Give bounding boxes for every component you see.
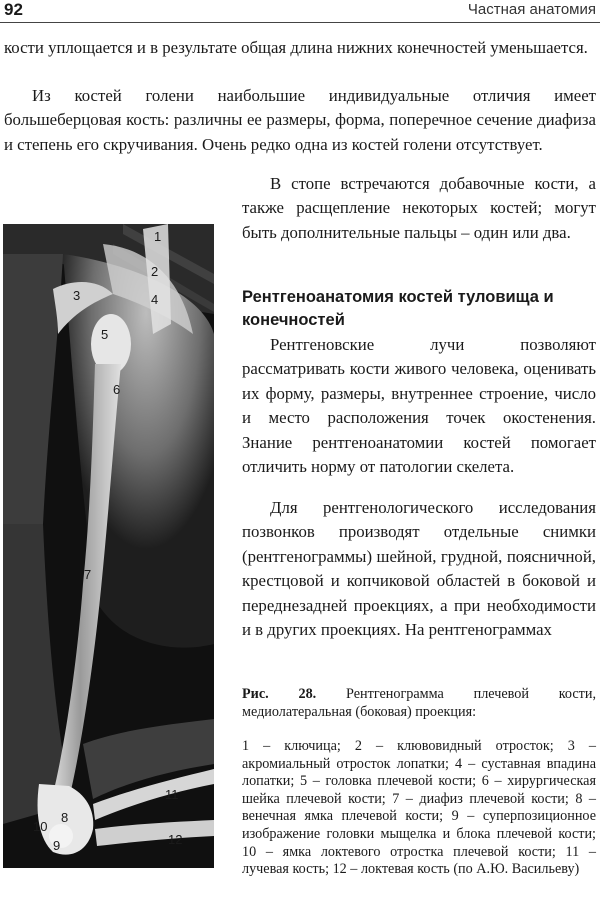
- xray-label-3: 3: [73, 288, 81, 303]
- paragraph-4: Рентгеновские лучи позволяют рассматривать кости живого человека, оценивать их форму, размеры, внутреннее строение, число и место расположения точек окостенения. Знание рентгеноанатомии костей помогает отличить норму от патологии скелета.: [242, 335, 596, 477]
- xray-label-7: 7: [84, 567, 92, 582]
- xray-label-8: 8: [61, 810, 69, 825]
- header-rule: [0, 22, 600, 23]
- xray-label-9: 9: [53, 838, 61, 853]
- paragraph-2: Из костей голени наибольшие индивидуальные отличия имеет большеберцовая кость: различны ее размеры, форма, поперечное сечение диафиза и степень его скручивания. Очень редко одна из костей голени отсутствует.: [4, 86, 596, 154]
- page-number: 92: [4, 0, 23, 19]
- paragraph-3: В стопе встречаются добавочные кости, а также расщепление некоторых костей; могут быть дополнительные пальцы – один или два.: [242, 174, 596, 242]
- section-heading: Рентгеноанатомия костей туловища и конечностей: [242, 288, 554, 329]
- xray-label-11: 11: [165, 787, 179, 802]
- xray-label-12: 12: [168, 832, 183, 847]
- xray-label-4: 4: [151, 292, 159, 307]
- xray-image: [3, 224, 214, 868]
- running-title: Частная анатомия: [467, 1, 596, 18]
- paragraph-1: кости уплощается и в результате общая длина нижних конечностей уменьшается.: [4, 38, 588, 57]
- xray-label-10: 10: [33, 819, 48, 834]
- xray-label-2: 2: [151, 264, 159, 279]
- paragraph-5: Для рентгенологического исследования позвонков производят отдельные снимки (рентгенограммы) шейной, грудной, поясничной, крестцовой и копчиковой областей в боковой и переднезадней проекциях, а при необходимости и в других проекциях. На рентгенограммах: [242, 498, 596, 640]
- xray-label-6: 6: [113, 382, 121, 397]
- figure-legend: 1 – ключица; 2 – клювовидный отросток; 3 – акромиальный отросток лопатки; 4 – суставная впадина лопатки; 5 – головка плечевой кости; 6 – хирургическая шейка плечевой кости; 7 – диафиз плечевой кости; 8 – венечная ямка плечевой кости; 9 – суперпозиционное изображение головки мыщелка и блока плечевой кости; 10 – ямка локтевого отростка плечевой кости; 11 – лучевая кость; 12 – локтевая кость (по А.Ю. Васильеву): [242, 738, 596, 878]
- figure-caption: [242, 686, 596, 721]
- xray-label-1: 1: [154, 229, 162, 244]
- xray-label-5: 5: [101, 327, 109, 342]
- xray-figure: [3, 224, 214, 868]
- figure-title: Рентгенограмма плечевой кости, медиолатеральная (боковая) проекция:: [242, 686, 597, 720]
- figure-number: Рис. 28.: [242, 686, 317, 702]
- page-header: [0, 0, 600, 24]
